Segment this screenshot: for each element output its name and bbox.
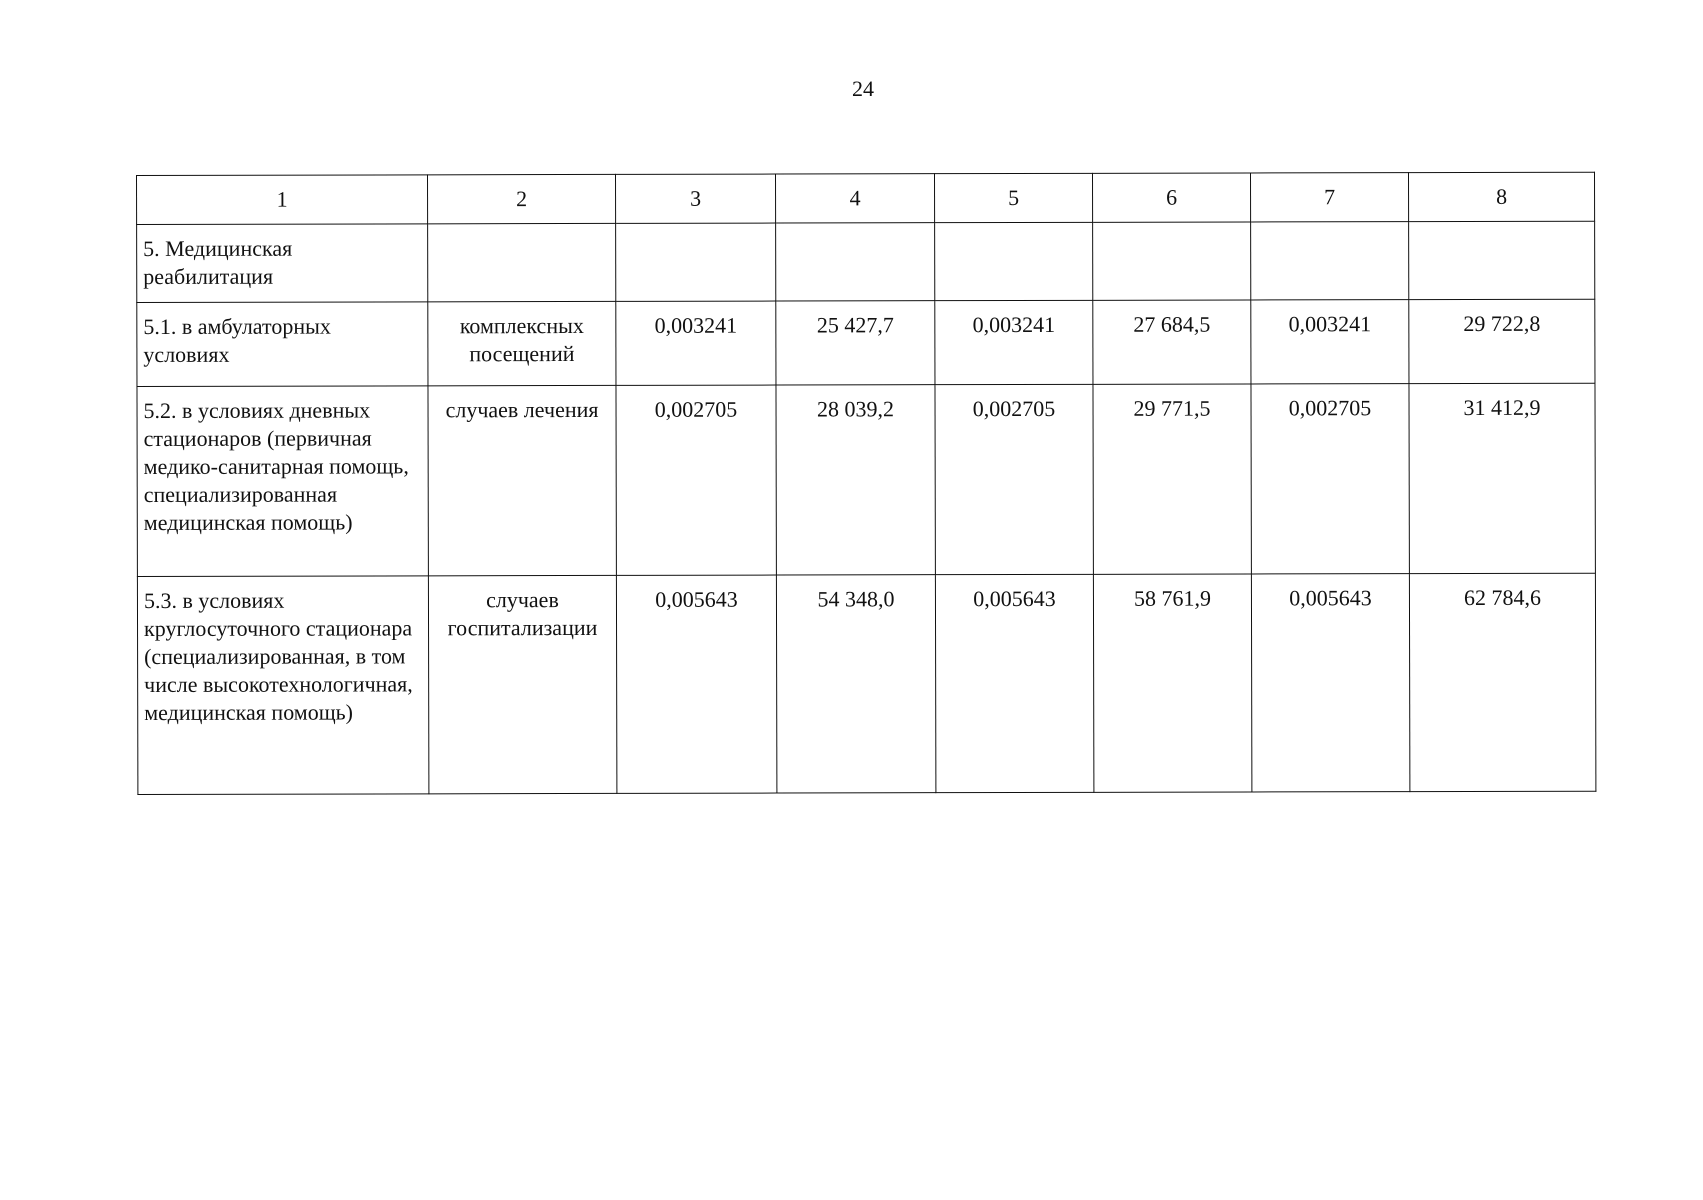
value-cell	[1093, 222, 1251, 300]
value-cell: 0,003241	[616, 301, 776, 385]
table-header-row	[137, 172, 1595, 224]
value-cell: 0,005643	[1251, 574, 1409, 792]
value-cell	[616, 223, 776, 301]
column-header: 7	[1250, 173, 1408, 222]
data-table-container	[136, 172, 1596, 795]
value-cell: 54 348,0	[776, 575, 935, 793]
row-name-cell: 5.3. в условиях круглосуточного стационара (специализированная, в том числе высокотехнологичная, медицинская помощь)	[137, 576, 428, 795]
unit-cell: случаев лечения	[428, 385, 616, 575]
value-cell	[1251, 222, 1409, 300]
value-cell: 27 684,5	[1093, 300, 1251, 384]
unit-cell	[428, 223, 616, 301]
value-cell	[776, 223, 935, 301]
value-cell: 0,003241	[935, 300, 1093, 384]
value-cell: 62 784,6	[1409, 573, 1595, 791]
row-name-cell: 5.2. в условиях дневных стационаров (первичная медико-санитарная помощь, специализированная медицинская помощь)	[137, 386, 428, 577]
column-header: 6	[1092, 173, 1250, 222]
table-row	[137, 299, 1595, 386]
value-cell: 29 771,5	[1093, 384, 1251, 574]
row-name-cell: 5.1. в амбулаторных условиях	[137, 302, 428, 387]
column-header: 3	[615, 174, 775, 223]
value-cell: 0,005643	[616, 575, 776, 793]
table-row	[137, 221, 1595, 302]
value-cell: 28 039,2	[776, 385, 935, 575]
column-header: 1	[137, 175, 428, 225]
column-header: 5	[934, 173, 1092, 222]
value-cell: 0,002705	[935, 384, 1093, 574]
value-cell: 0,002705	[616, 385, 776, 575]
table-row	[137, 383, 1595, 576]
page-number: 24	[852, 76, 874, 101]
unit-cell: комплексных посещений	[428, 301, 616, 385]
row-name-cell: 5. Медицинская реабилитация	[137, 224, 428, 303]
value-cell: 31 412,9	[1409, 383, 1595, 573]
value-cell	[1409, 221, 1595, 299]
value-cell: 0,002705	[1251, 384, 1409, 574]
value-cell: 0,003241	[1251, 300, 1409, 384]
value-cell: 25 427,7	[776, 301, 935, 385]
unit-cell: случаев госпитализации	[428, 575, 616, 793]
column-header: 2	[428, 174, 616, 223]
table-row	[137, 573, 1595, 794]
value-cell	[935, 222, 1093, 300]
column-header: 8	[1408, 172, 1594, 221]
data-table	[136, 172, 1596, 795]
column-header: 4	[775, 174, 934, 223]
value-cell: 58 761,9	[1093, 574, 1251, 792]
value-cell: 29 722,8	[1409, 299, 1595, 383]
value-cell: 0,005643	[935, 574, 1093, 792]
